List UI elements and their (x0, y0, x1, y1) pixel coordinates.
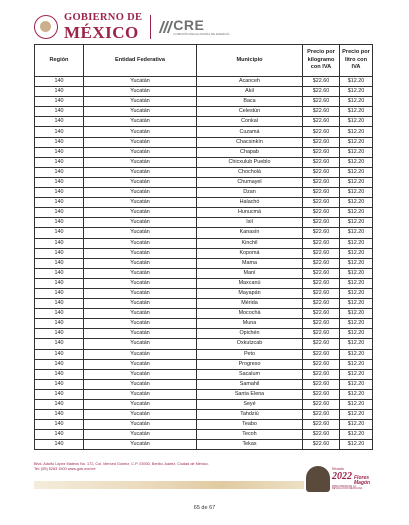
header-precio-litro: Precio por litro con IVA (340, 45, 373, 77)
price-table (34, 44, 373, 450)
cell-entidad: Yucatán (84, 167, 197, 177)
cell-entidad: Yucatán (84, 430, 197, 440)
cell-municipio: Opichén (197, 329, 303, 339)
cell-region: 140 (35, 248, 84, 258)
cell-precio-kg: $22.60 (303, 359, 340, 369)
cell-entidad: Yucatán (84, 288, 197, 298)
table-row (35, 248, 373, 258)
cell-entidad: Yucatán (84, 228, 197, 238)
table-body (35, 77, 373, 450)
cell-region: 140 (35, 359, 84, 369)
gobierno-logo-line2: MÉXICO (64, 22, 139, 42)
cell-region: 140 (35, 299, 84, 309)
cell-region: 140 (35, 238, 84, 248)
cell-precio-litro: $12.20 (340, 278, 373, 288)
cell-municipio: Baca (197, 97, 303, 107)
cell-entidad: Yucatán (84, 440, 197, 450)
cell-region: 140 (35, 288, 84, 298)
table-row (35, 97, 373, 107)
cell-region: 140 (35, 389, 84, 399)
table-row (35, 107, 373, 117)
cell-region: 140 (35, 198, 84, 208)
cre-mark-icon (159, 19, 171, 35)
cell-municipio: Mama (197, 258, 303, 268)
cell-municipio: Maní (197, 268, 303, 278)
cell-region: 140 (35, 319, 84, 329)
header-region: Región (35, 45, 84, 77)
table-row (35, 87, 373, 97)
cell-entidad: Yucatán (84, 117, 197, 127)
cell-region: 140 (35, 268, 84, 278)
cell-precio-litro: $12.20 (340, 349, 373, 359)
table-row (35, 319, 373, 329)
cell-municipio: Cuzamá (197, 127, 303, 137)
footer-address (34, 462, 209, 473)
cell-entidad: Yucatán (84, 278, 197, 288)
table-row (35, 410, 373, 420)
cell-precio-kg: $22.60 (303, 389, 340, 399)
cell-precio-litro: $12.20 (340, 359, 373, 369)
cell-region: 140 (35, 97, 84, 107)
brand-small: Ricardo (332, 467, 345, 471)
cell-region: 140 (35, 329, 84, 339)
cell-precio-litro: $12.20 (340, 309, 373, 319)
cell-precio-litro: $12.20 (340, 430, 373, 440)
cell-region: 140 (35, 369, 84, 379)
table-row (35, 127, 373, 137)
cell-precio-kg: $22.60 (303, 369, 340, 379)
cell-precio-litro: $12.20 (340, 319, 373, 329)
cell-precio-litro: $12.20 (340, 440, 373, 450)
cell-municipio: Maxcanú (197, 278, 303, 288)
cell-entidad: Yucatán (84, 248, 197, 258)
table-row (35, 147, 373, 157)
cell-region: 140 (35, 339, 84, 349)
cell-municipio: Kinchil (197, 238, 303, 248)
cell-precio-litro: $12.20 (340, 77, 373, 87)
cell-precio-litro: $12.20 (340, 379, 373, 389)
header-precio-kg: Precio por kilogramo con IVA (303, 45, 340, 77)
cell-municipio: Muna (197, 319, 303, 329)
cell-entidad: Yucatán (84, 339, 197, 349)
cell-precio-kg: $22.60 (303, 258, 340, 268)
cell-municipio: Tekax (197, 440, 303, 450)
cell-region: 140 (35, 349, 84, 359)
cell-precio-litro: $12.20 (340, 188, 373, 198)
cell-precio-kg: $22.60 (303, 177, 340, 187)
table-row (35, 288, 373, 298)
cell-entidad: Yucatán (84, 359, 197, 369)
cell-region: 140 (35, 127, 84, 137)
cell-municipio: Celestún (197, 107, 303, 117)
cell-entidad: Yucatán (84, 389, 197, 399)
cell-entidad: Yucatán (84, 157, 197, 167)
cell-precio-litro: $12.20 (340, 147, 373, 157)
cell-precio-kg: $22.60 (303, 329, 340, 339)
cell-precio-kg: $22.60 (303, 157, 340, 167)
cell-region: 140 (35, 410, 84, 420)
cell-precio-kg: $22.60 (303, 410, 340, 420)
table-row (35, 258, 373, 268)
header (34, 10, 229, 44)
table-row (35, 420, 373, 430)
cell-municipio: Teabo (197, 420, 303, 430)
cell-region: 140 (35, 137, 84, 147)
header-entidad: Entidad Federativa (84, 45, 197, 77)
table-row (35, 278, 373, 288)
table-row (35, 228, 373, 238)
cell-municipio: Progreso (197, 359, 303, 369)
cell-municipio: Peto (197, 349, 303, 359)
cell-municipio: Oxkutzcab (197, 339, 303, 349)
cell-entidad: Yucatán (84, 77, 197, 87)
cell-precio-kg: $22.60 (303, 379, 340, 389)
table-row (35, 188, 373, 198)
table-row (35, 309, 373, 319)
table-row (35, 218, 373, 228)
cell-precio-litro: $12.20 (340, 127, 373, 137)
cre-logo (159, 18, 229, 36)
cell-municipio: Mayapán (197, 288, 303, 298)
cell-municipio: Mocochá (197, 309, 303, 319)
cell-precio-kg: $22.60 (303, 319, 340, 329)
cell-region: 140 (35, 379, 84, 389)
table-row (35, 77, 373, 87)
cell-precio-litro: $12.20 (340, 299, 373, 309)
table-row (35, 198, 373, 208)
cre-logo-text: CRE (173, 17, 205, 33)
cell-precio-kg: $22.60 (303, 420, 340, 430)
cell-entidad: Yucatán (84, 410, 197, 420)
cell-precio-litro: $12.20 (340, 218, 373, 228)
cell-region: 140 (35, 430, 84, 440)
table-row (35, 299, 373, 309)
cell-precio-litro: $12.20 (340, 389, 373, 399)
table-header-row (35, 45, 373, 77)
cell-entidad: Yucatán (84, 87, 197, 97)
cell-entidad: Yucatán (84, 137, 197, 147)
cell-precio-litro: $12.20 (340, 258, 373, 268)
cell-precio-litro: $12.20 (340, 167, 373, 177)
gobierno-logo (64, 13, 142, 41)
cell-entidad: Yucatán (84, 238, 197, 248)
cell-region: 140 (35, 77, 84, 87)
cell-precio-litro: $12.20 (340, 157, 373, 167)
table-row (35, 238, 373, 248)
cell-entidad: Yucatán (84, 420, 197, 430)
table-row (35, 430, 373, 440)
cell-region: 140 (35, 87, 84, 97)
cell-precio-kg: $22.60 (303, 208, 340, 218)
cell-region: 140 (35, 157, 84, 167)
cell-municipio: Acanceh (197, 77, 303, 87)
cell-entidad: Yucatán (84, 198, 197, 208)
table-row (35, 369, 373, 379)
portrait-icon (306, 466, 330, 492)
cell-precio-kg: $22.60 (303, 137, 340, 147)
cell-precio-litro: $12.20 (340, 117, 373, 127)
cell-precio-litro: $12.20 (340, 329, 373, 339)
cell-precio-litro: $12.20 (340, 137, 373, 147)
cell-region: 140 (35, 309, 84, 319)
cell-municipio: Chocholá (197, 167, 303, 177)
cell-municipio: Chumayel (197, 177, 303, 187)
cell-region: 140 (35, 167, 84, 177)
footer-address-line2: Tel: (55) 5283 1500 www.gob.mx/cre (34, 467, 96, 472)
cell-precio-litro: $12.20 (340, 248, 373, 258)
cell-precio-kg: $22.60 (303, 248, 340, 258)
header-divider (150, 15, 151, 39)
cell-precio-litro: $12.20 (340, 420, 373, 430)
cell-precio-kg: $22.60 (303, 127, 340, 137)
cell-precio-litro: $12.20 (340, 198, 373, 208)
cell-municipio: Tecoh (197, 430, 303, 440)
cell-precio-kg: $22.60 (303, 288, 340, 298)
cre-subtitle: COMISIÓN REGULADORA DE ENERGÍA (173, 32, 230, 36)
cell-precio-kg: $22.60 (303, 339, 340, 349)
cell-precio-kg: $22.60 (303, 87, 340, 97)
cell-precio-kg: $22.60 (303, 349, 340, 359)
table-row (35, 349, 373, 359)
flores-magon-logo (332, 468, 372, 491)
cell-entidad: Yucatán (84, 319, 197, 329)
table-row (35, 329, 373, 339)
cell-municipio: Tahdziú (197, 410, 303, 420)
cell-precio-litro: $12.20 (340, 87, 373, 97)
cell-entidad: Yucatán (84, 258, 197, 268)
cell-entidad: Yucatán (84, 268, 197, 278)
cell-entidad: Yucatán (84, 329, 197, 339)
table-row (35, 208, 373, 218)
cell-municipio: Dzan (197, 188, 303, 198)
cell-precio-litro: $12.20 (340, 228, 373, 238)
cell-precio-kg: $22.60 (303, 198, 340, 208)
cell-precio-litro: $12.20 (340, 339, 373, 349)
gobierno-logo-line1: GOBIERNO DE (64, 12, 143, 24)
table-row (35, 167, 373, 177)
cell-entidad: Yucatán (84, 147, 197, 157)
footer-address-line1: Blvd. Adolfo López Mateos No. 172, Col. Merced Gómez, C.P. 03930, Benito Juárez, Ciudad de México. (34, 462, 209, 466)
cell-municipio: Hunucmá (197, 208, 303, 218)
header-municipio: Municipio (197, 45, 303, 77)
cell-municipio: Halachó (197, 198, 303, 208)
cell-precio-kg: $22.60 (303, 400, 340, 410)
page-number: 65 de 67 (193, 505, 216, 511)
cell-region: 140 (35, 400, 84, 410)
cell-region: 140 (35, 147, 84, 157)
cell-municipio: Chapab (197, 147, 303, 157)
cell-entidad: Yucatán (84, 309, 197, 319)
cell-precio-litro: $12.20 (340, 208, 373, 218)
cell-municipio: Chacsinkín (197, 137, 303, 147)
table-row (35, 137, 373, 147)
brand-tagline: PRECURSOR DE LA REVOLUCIÓN MEXICANA (332, 484, 363, 490)
brand-year: 2022 (332, 470, 352, 482)
cell-precio-kg: $22.60 (303, 147, 340, 157)
cell-entidad: Yucatán (84, 127, 197, 137)
cell-region: 140 (35, 420, 84, 430)
cell-region: 140 (35, 117, 84, 127)
cell-municipio: Ixil (197, 218, 303, 228)
cell-precio-kg: $22.60 (303, 97, 340, 107)
table-row (35, 379, 373, 389)
table-row (35, 157, 373, 167)
brand-name: Flores Magón (354, 474, 371, 486)
cell-municipio: Kopomá (197, 248, 303, 258)
cell-region: 140 (35, 107, 84, 117)
cell-region: 140 (35, 278, 84, 288)
cell-entidad: Yucatán (84, 349, 197, 359)
cell-precio-kg: $22.60 (303, 309, 340, 319)
cell-precio-litro: $12.20 (340, 238, 373, 248)
cell-precio-litro: $12.20 (340, 400, 373, 410)
cell-municipio: Conkal (197, 117, 303, 127)
table-row (35, 117, 373, 127)
table-row (35, 359, 373, 369)
cell-municipio: Samahil (197, 379, 303, 389)
cell-precio-litro: $12.20 (340, 177, 373, 187)
cell-precio-kg: $22.60 (303, 299, 340, 309)
cell-entidad: Yucatán (84, 107, 197, 117)
cell-municipio: Santa Elena (197, 389, 303, 399)
cell-precio-kg: $22.60 (303, 107, 340, 117)
cell-precio-kg: $22.60 (303, 117, 340, 127)
table-row (35, 339, 373, 349)
cell-municipio: Kanasín (197, 228, 303, 238)
cell-entidad: Yucatán (84, 218, 197, 228)
cell-municipio: Sacalum (197, 369, 303, 379)
mexico-seal-icon (34, 15, 58, 39)
table-row (35, 389, 373, 399)
cell-municipio: Chicxulub Pueblo (197, 157, 303, 167)
cell-municipio: Mérida (197, 299, 303, 309)
table-row (35, 268, 373, 278)
cell-entidad: Yucatán (84, 299, 197, 309)
cell-region: 140 (35, 208, 84, 218)
decorative-band (34, 481, 304, 489)
cell-region: 140 (35, 177, 84, 187)
cell-precio-kg: $22.60 (303, 268, 340, 278)
cell-entidad: Yucatán (84, 97, 197, 107)
cell-entidad: Yucatán (84, 208, 197, 218)
table-row (35, 400, 373, 410)
cell-precio-litro: $12.20 (340, 268, 373, 278)
cell-precio-kg: $22.60 (303, 440, 340, 450)
cell-entidad: Yucatán (84, 400, 197, 410)
cell-precio-kg: $22.60 (303, 238, 340, 248)
cell-municipio: Akil (197, 87, 303, 97)
table-row (35, 440, 373, 450)
cell-region: 140 (35, 218, 84, 228)
cell-municipio: Seyé (197, 400, 303, 410)
cell-entidad: Yucatán (84, 379, 197, 389)
cell-precio-litro: $12.20 (340, 97, 373, 107)
cell-precio-litro: $12.20 (340, 288, 373, 298)
cell-precio-kg: $22.60 (303, 77, 340, 87)
cell-precio-litro: $12.20 (340, 369, 373, 379)
cell-precio-litro: $12.20 (340, 107, 373, 117)
cell-entidad: Yucatán (84, 177, 197, 187)
cell-region: 140 (35, 440, 84, 450)
cell-precio-kg: $22.60 (303, 278, 340, 288)
cell-precio-kg: $22.60 (303, 228, 340, 238)
cell-precio-kg: $22.60 (303, 218, 340, 228)
cell-region: 140 (35, 258, 84, 268)
cell-entidad: Yucatán (84, 369, 197, 379)
table-row (35, 177, 373, 187)
cell-region: 140 (35, 228, 84, 238)
cell-region: 140 (35, 188, 84, 198)
cell-precio-kg: $22.60 (303, 188, 340, 198)
cell-entidad: Yucatán (84, 188, 197, 198)
cell-precio-litro: $12.20 (340, 410, 373, 420)
cell-precio-kg: $22.60 (303, 167, 340, 177)
cell-precio-kg: $22.60 (303, 430, 340, 440)
